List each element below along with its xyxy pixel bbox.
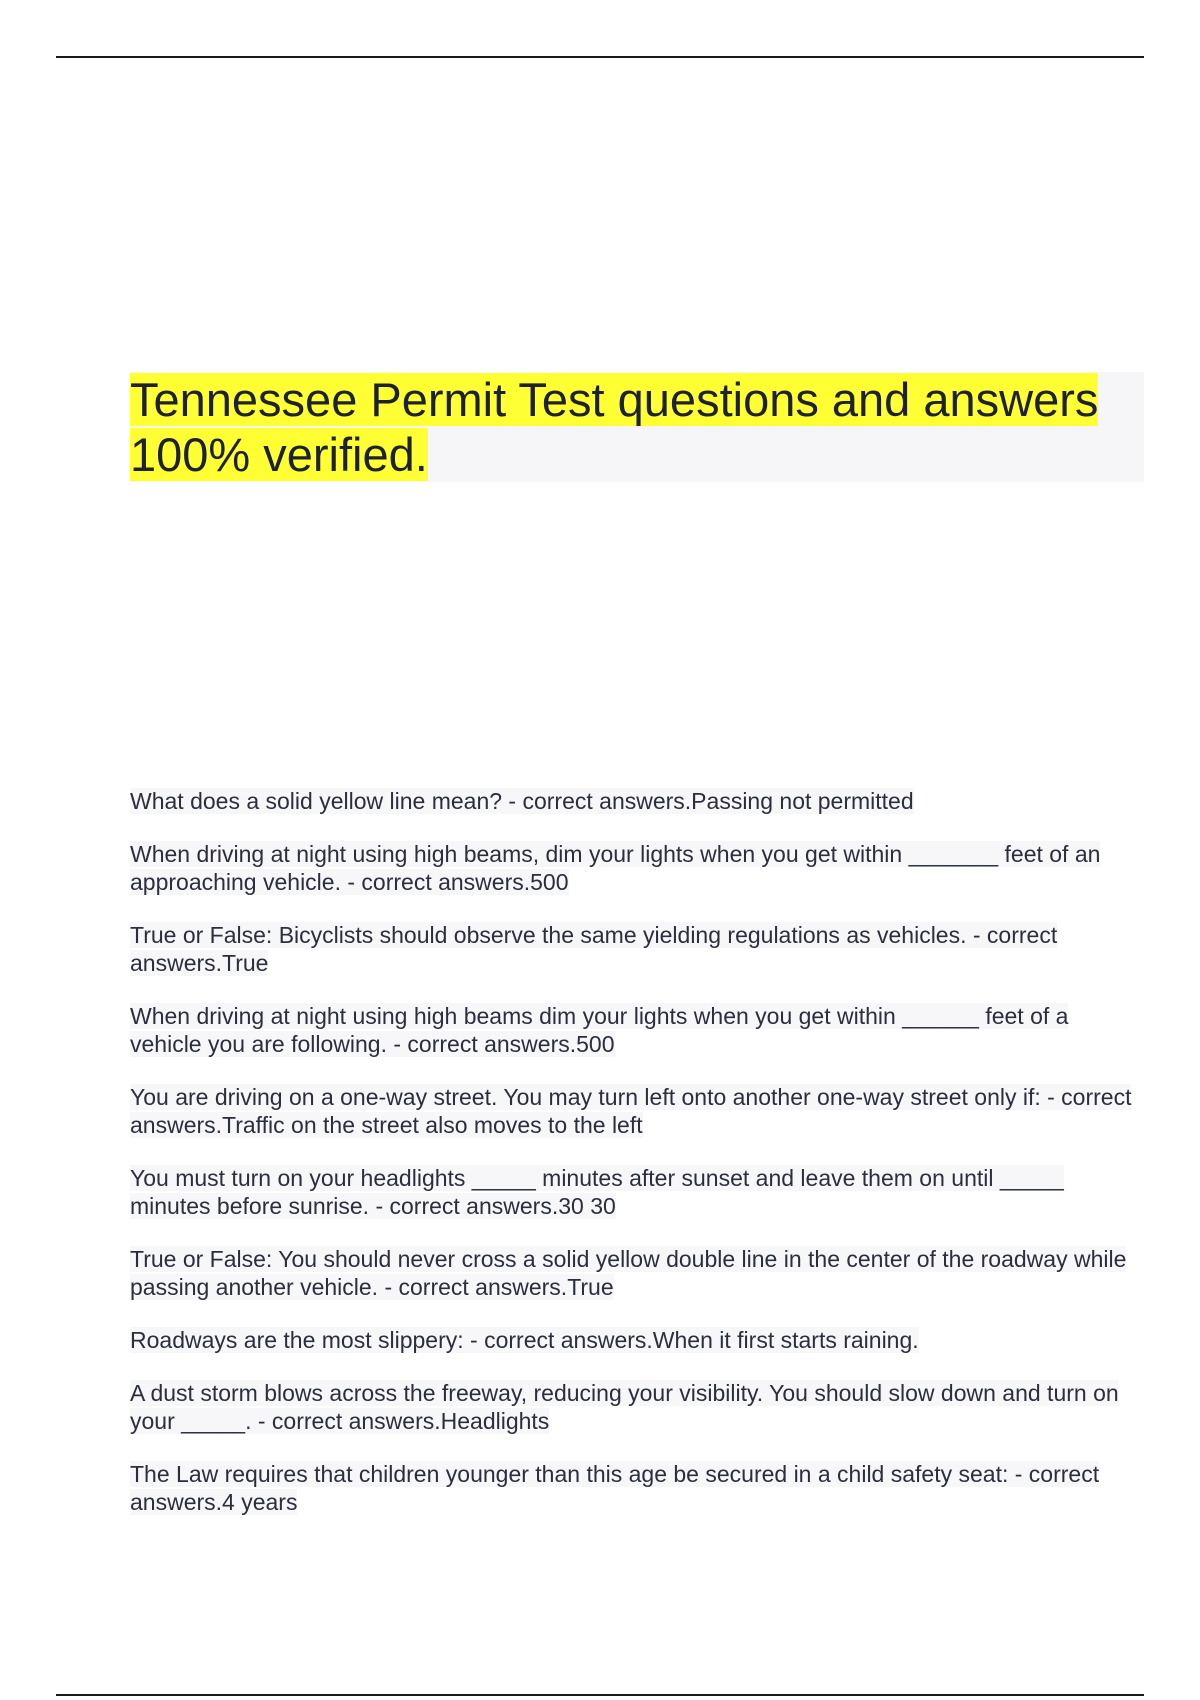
top-rule (56, 56, 1144, 58)
qa-item (130, 1245, 1140, 1301)
qa-item (130, 787, 1140, 815)
qa-text: A dust storm blows across the freeway, reducing your visibility. You should slow down and turn on your _____. - correct answers.Headlights (130, 1380, 1119, 1434)
qa-item (130, 1164, 1140, 1220)
title-block (130, 372, 1144, 482)
qa-item (130, 921, 1140, 977)
qa-item (130, 1460, 1140, 1516)
bottom-rule (56, 1694, 1144, 1696)
qa-text: True or False: You should never cross a solid yellow double line in the center of the roadway while passing another vehicle. - correct answers.True (130, 1246, 1127, 1300)
qa-item (130, 1002, 1140, 1058)
document-title (130, 372, 1144, 482)
qa-text: The Law requires that children younger than this age be secured in a child safety seat: - correct answers.4 years (130, 1461, 1100, 1515)
qa-item (130, 1083, 1140, 1139)
qa-text: When driving at night using high beams dim your lights when you get within ______ feet of a vehicle you are following. - correct answers.500 (130, 1003, 1069, 1057)
qa-text: You are driving on a one-way street. You may turn left onto another one-way street only if: - correct answers.Traffic on the street also moves to the left (130, 1084, 1132, 1138)
qa-item (130, 1379, 1140, 1435)
qa-item (130, 840, 1140, 896)
title-line-2: 100% verified. (130, 428, 428, 481)
qa-text: You must turn on your headlights _____ minutes after sunset and leave them on until _____ minutes before sunrise. - correct answers.30 30 (130, 1165, 1064, 1219)
qa-text: True or False: Bicyclists should observe the same yielding regulations as vehicles. - correct answers.True (130, 922, 1058, 976)
qa-list (130, 787, 1140, 1541)
qa-text: When driving at night using high beams, dim your lights when you get within _______ feet of an approaching vehicle. - correct answers.500 (130, 841, 1101, 895)
qa-text: What does a solid yellow line mean? - correct answers.Passing not permitted (130, 788, 914, 814)
qa-text: Roadways are the most slippery: - correct answers.When it first starts raining. (130, 1327, 919, 1353)
title-line-1: Tennessee Permit Test questions and answers (130, 373, 1099, 426)
qa-item (130, 1326, 1140, 1354)
